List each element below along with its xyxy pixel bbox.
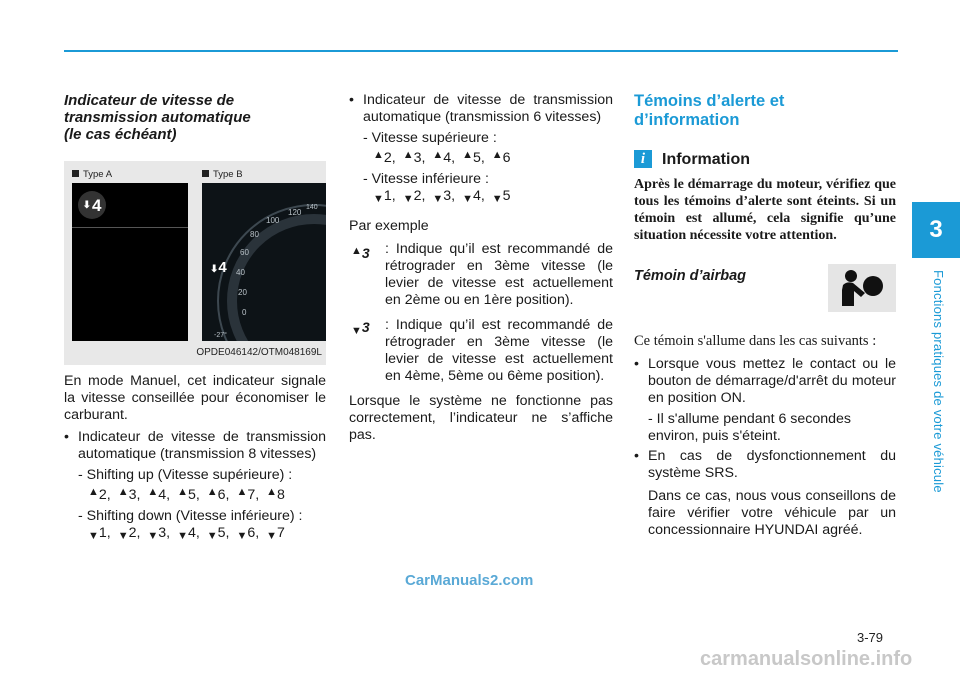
up-arrow-icon: ▲ [373,149,384,161]
gear-badge-icon: ⬇ 4 [78,191,106,219]
information-header [634,150,896,168]
airbag-subtitle: Ce témoin s'allume dans les cas suivants : [634,333,877,349]
shift-down-6: - Vitesse inférieure : ▼1, ▼2, ▼3, ▼4, ▼5 [349,171,613,208]
information-title: Information [662,150,750,168]
airbag-title: Témoin d’airbag [634,268,746,284]
down-arrow-icon: ▼ [206,530,218,542]
information-body: Après le démarrage du moteur, vérifiez que tous les témoins d’alerte sont éteints. Si un témoin est allumé, cela signifie qu’une situation nécessite votre attention. [634,177,896,243]
watermark-link[interactable]: CarManuals2.com [405,572,534,589]
page-number: 3-79 [857,630,884,645]
shift-up-8: - Shifting up (Vitesse supérieure) : ▲2, ▲3, ▲4, ▲5, ▲6, ▲7, ▲8 [78,467,293,503]
column-1 [64,92,326,548]
bullet-8-speed: • Indicateur de vitesse de transmission automatique (transmission 8 vitesses) [64,429,326,463]
airbag-bullet-1: • Lorsque vous mettez le contact ou le bouton de démarrage/d'arrêt du moteur en position ON. [634,356,896,407]
cluster-display-a [72,183,188,341]
shift-down-8: - Shifting down (Vitesse inférieure) : ▼1, ▼2, ▼3, ▼4, ▼5, ▼6, ▼7 [64,508,326,545]
svg-text:140: 140 [306,204,318,211]
down-arrow-icon: ▼ [432,193,444,205]
closing-paragraph: Lorsque le système ne fonctionne pas correctement, l’indicateur ne s’affiche pas. [349,393,613,443]
section-heading: Indicateur de vitesse de transmission automatique (le cas échéant) [64,92,251,143]
down-arrow-icon: ▼ [373,193,384,205]
down-arrow-icon: ▼ [88,530,99,542]
info-icon: i [634,150,652,168]
figure-caption: OPDE046142/OTM048169L [196,347,322,358]
up-arrow-icon: ▲ [491,149,503,161]
airbag-dash-1: - Il s'allume pendant 6 secondes environ, puis s'éteint. [648,411,852,444]
intro-paragraph: En mode Manuel, cet indicateur signale la vitesse conseillée pour économiser le carburant. [64,373,326,423]
warning-lights-heading: Témoins d’alerte et d’information [634,92,785,129]
column-2 [349,92,613,449]
shift-up-6: - Vitesse supérieure : ▲2, ▲3, ▲4, ▲5, ▲6 [363,130,511,166]
example-shift-down: ▼3 : Indique qu’il est recommandé de rétrograder en 3ème vitesse (le levier de vitesse est actuellement en 4ème, 5ème ou 6ème position). [351,317,613,384]
cluster-display-b [202,183,326,341]
down-arrow-icon: ▼ [462,193,473,205]
up-arrow-icon: ▲ [266,486,278,498]
svg-text:20: 20 [238,288,247,297]
up-arrow-icon: ▲ [432,149,444,161]
down-arrow-icon: ▼ [491,193,503,205]
up-arrow-icon: ▲ [88,486,99,498]
down-arrow-icon: ▼ [117,530,129,542]
gear-badge-b: ⬇4 [210,259,227,276]
airbag-advice: Dans ce cas, nous vous conseillons de faire vérifier votre véhicule par un concessionnaire HYUNDAI agréé. [648,488,896,538]
down-arrow-icon: ▼ [402,193,414,205]
chapter-tab: 3 [912,202,960,258]
svg-text:80: 80 [250,230,259,239]
up-arrow-icon: ▲ [402,149,414,161]
up-arrow-icon: ▲ [147,486,159,498]
up-arrow-icon: ▲ [351,245,362,257]
down-arrow-icon: ▼ [266,530,278,542]
airbag-bullet-2: • En cas de dysfonctionnement du système SRS. [634,448,896,482]
svg-text:0: 0 [242,308,247,317]
example-shift-up: ▲3 : Indique qu’il est recommandé de rétrograder en 3ème vitesse (le levier de vitesse est actuellement en 2ème ou en 1ère position). [351,241,613,308]
top-rule [64,50,898,52]
svg-text:-27°: -27° [214,332,227,339]
up-arrow-icon: ▲ [206,486,218,498]
type-b-label: Type B [202,166,243,183]
example-label: Par exemple [349,218,429,234]
chapter-title: Fonctions pratiques de votre véhicule [931,270,946,493]
up-arrow-icon: ▲ [462,149,473,161]
down-arrow-icon: ▼ [147,530,159,542]
column-3 [634,92,896,539]
footer-watermark: carmanualsonline.info [700,648,913,670]
bullet-6-speed: • Indicateur de vitesse de transmission automatique (transmission 6 vitesses) [349,92,613,126]
up-arrow-icon: ▲ [117,486,129,498]
svg-text:120: 120 [288,208,302,217]
airbag-section [634,264,896,320]
down-arrow-icon: ▼ [177,530,188,542]
up-arrow-icon: ▲ [236,486,248,498]
cluster-figure [64,161,326,365]
up-arrow-icon: ▲ [177,486,188,498]
svg-text:40: 40 [236,268,245,277]
type-a-label: Type A [72,166,112,183]
svg-text:60: 60 [240,248,249,257]
airbag-warning-icon [828,264,896,312]
down-arrow-icon: ▼ [351,325,362,337]
down-arrow-icon: ▼ [236,530,248,542]
svg-text:100: 100 [266,216,280,225]
